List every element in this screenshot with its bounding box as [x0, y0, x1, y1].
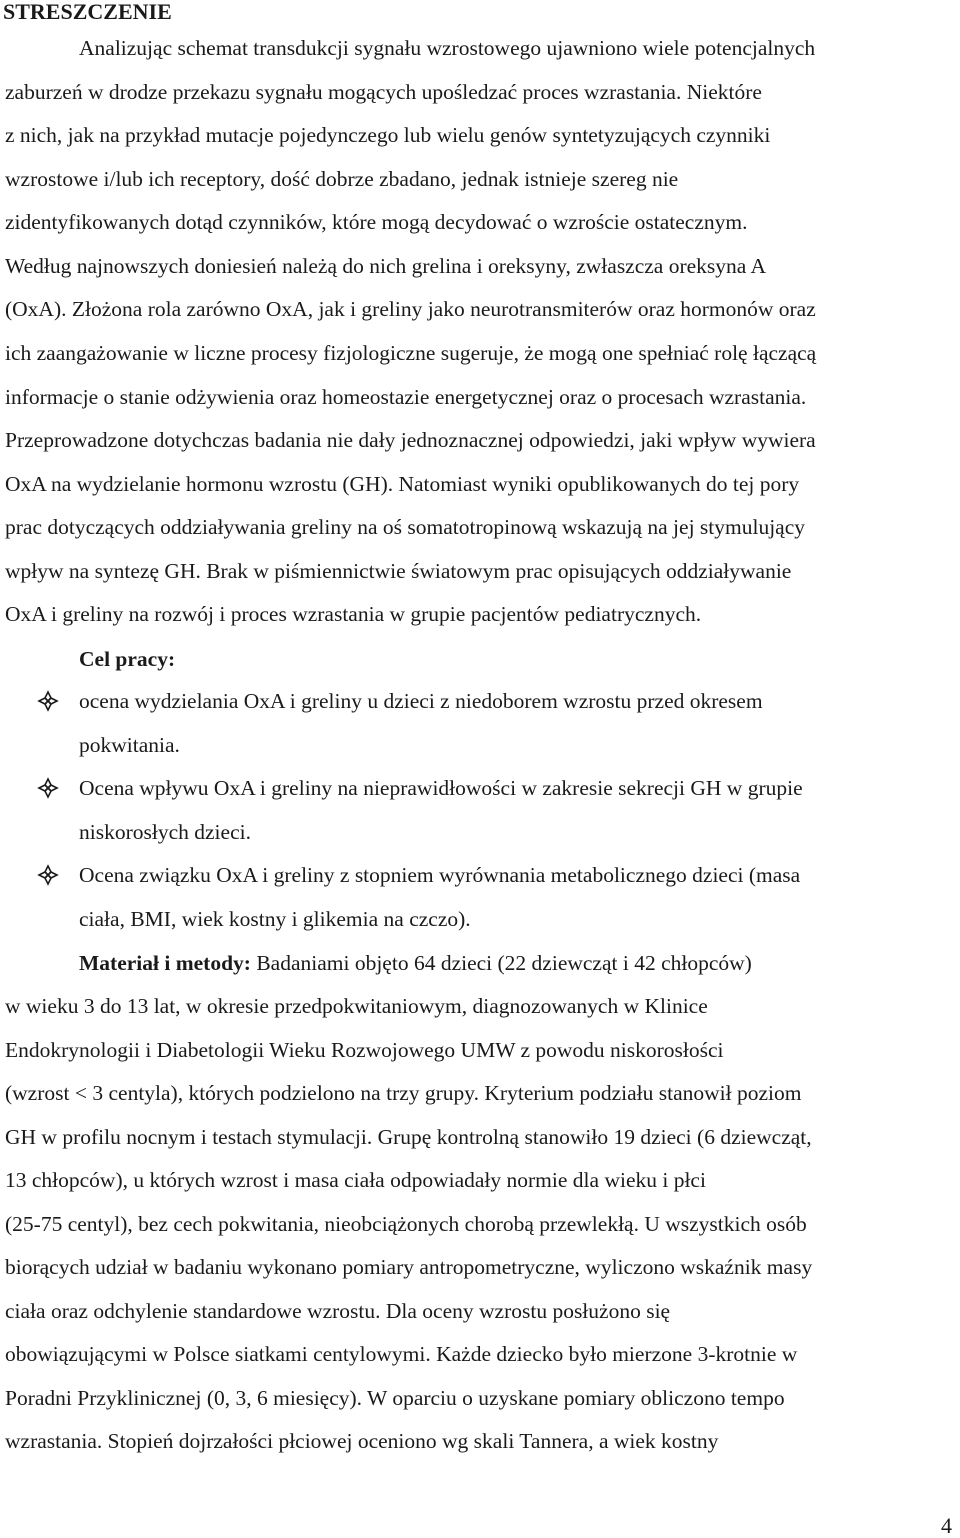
text-line: ich zaangażowanie w liczne procesy fizjologiczne sugeruje, że mogą one spełniać rolę łączącą	[5, 341, 817, 365]
text-line: Poradni Przyklinicznej (0, 3, 6 miesięcy). W oparciu o uzyskane pomiary obliczono tempo	[5, 1386, 785, 1410]
text-line: z nich, jak na przykład mutacje pojedynczego lub wielu genów syntetyzujących czynniki	[5, 123, 771, 147]
aim-item: ocena wydzielania OxA i greliny u dzieci z niedoborem wzrostu przed okresem	[79, 689, 763, 713]
aim-item-continued: pokwitania.	[79, 733, 180, 757]
methods-text: Badaniami objęto 64 dzieci (22 dziewcząt i 42 chłopców)	[256, 951, 752, 975]
methods-heading: Materiał i metody:	[79, 951, 251, 975]
text-line: Endokrynologii i Diabetologii Wieku Rozwojowego UMW z powodu niskorosłości	[5, 1038, 724, 1062]
diamond-bullet-icon	[37, 777, 59, 799]
text-line: OxA na wydzielanie hormonu wzrostu (GH). Natomiast wyniki opublikowanych do tej pory	[5, 472, 800, 496]
text-line: obowiązującymi w Polsce siatkami centylowymi. Każde dziecko było mierzone 3-krotnie w	[5, 1342, 798, 1366]
diamond-bullet-icon	[37, 864, 59, 886]
text-line: GH w profilu nocnym i testach stymulacji. Grupę kontrolną stanowiło 19 dzieci (6 dziewcząt,	[5, 1125, 812, 1149]
aim-heading: Cel pracy:	[79, 647, 176, 671]
text-line: informacje o stanie odżywienia oraz homeostazie energetycznej oraz o procesach wzrastania.	[5, 385, 807, 409]
document-heading: STRESZCZENIE	[3, 0, 172, 24]
aim-item-continued: niskorosłych dzieci.	[79, 820, 251, 844]
diamond-bullet-icon	[37, 690, 59, 712]
text-line: Analizując schemat transdukcji sygnału wzrostowego ujawniono wiele potencjalnych	[79, 36, 816, 60]
page-number: 4	[941, 1513, 952, 1538]
text-line: wzrastania. Stopień dojrzałości płciowej oceniono wg skali Tannera, a wiek kostny	[5, 1429, 719, 1453]
aim-item: Ocena wpływu OxA i greliny na nieprawidłowości w zakresie sekrecji GH w grupie	[79, 776, 803, 800]
text-line: ciała oraz odchylenie standardowe wzrostu. Dla oceny wzrostu posłużono się	[5, 1299, 671, 1323]
methods-first-line	[79, 951, 752, 975]
text-line: OxA i greliny na rozwój i proces wzrastania w grupie pacjentów pediatrycznych.	[5, 602, 702, 626]
text-line: (25-75 centyl), bez cech pokwitania, nieobciążonych chorobą przewlekłą. U wszystkich osób	[5, 1212, 807, 1236]
text-line: prac dotyczących oddziaływania greliny na oś somatotropinową wskazują na jej stymulujący	[5, 515, 806, 539]
text-line: w wieku 3 do 13 lat, w okresie przedpokwitaniowym, diagnozowanych w Klinice	[5, 994, 708, 1018]
text-line: Według najnowszych doniesień należą do nich grelina i oreksyny, zwłaszcza oreksyna A	[5, 254, 767, 278]
aim-item-continued: ciała, BMI, wiek kostny i glikemia na czczo).	[79, 907, 471, 931]
text-line: zaburzeń w drodze przekazu sygnału mogących upośledzać proces wzrastania. Niektóre	[5, 80, 762, 104]
text-line: wpływ na syntezę GH. Brak w piśmiennictwie światowym prac opisujących oddziaływanie	[5, 559, 792, 583]
text-line: wzrostowe i/lub ich receptory, dość dobrze zbadano, jednak istnieje szereg nie	[5, 167, 679, 191]
text-line: zidentyfikowanych dotąd czynników, które mogą decydować o wzroście ostatecznym.	[5, 210, 748, 234]
text-line: 13 chłopców), u których wzrost i masa ciała odpowiadały normie dla wieku i płci	[5, 1168, 706, 1192]
text-line: (OxA). Złożona rola zarówno OxA, jak i greliny jako neurotransmiterów oraz hormonów oraz	[5, 297, 816, 321]
text-line: biorących udział w badaniu wykonano pomiary antropometryczne, wyliczono wskaźnik masy	[5, 1255, 813, 1279]
aim-item: Ocena związku OxA i greliny z stopniem wyrównania metabolicznego dzieci (masa	[79, 863, 801, 887]
text-line: (wzrost < 3 centyla), których podzielono na trzy grupy. Kryterium podziału stanowił poziom	[5, 1081, 802, 1105]
text-line: Przeprowadzone dotychczas badania nie dały jednoznacznej odpowiedzi, jaki wpływ wywiera	[5, 428, 816, 452]
